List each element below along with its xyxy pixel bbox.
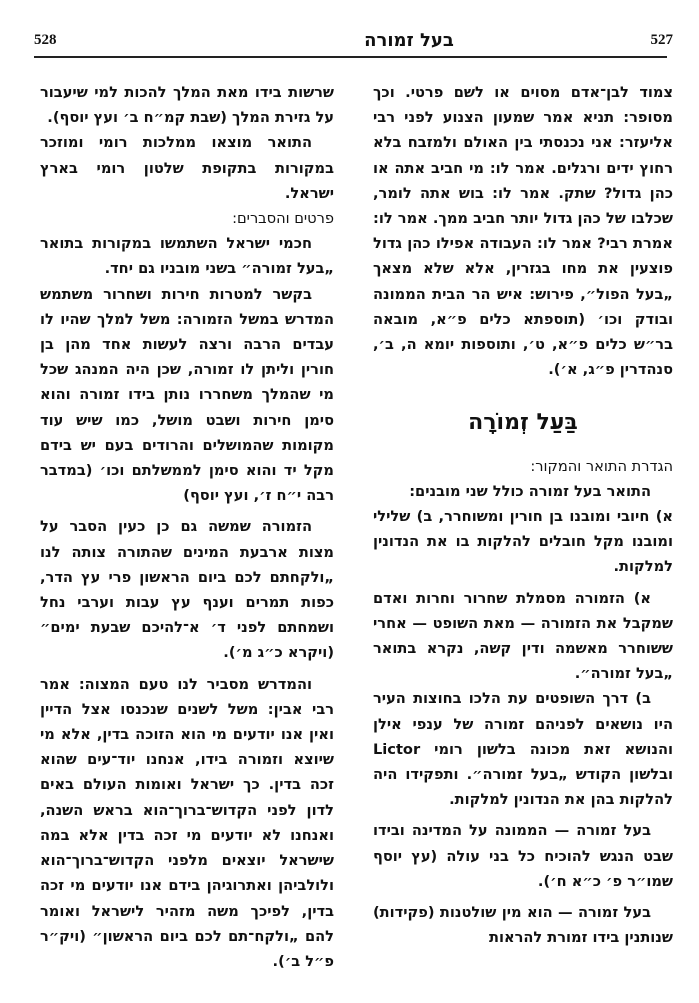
paragraph: בקשר למטרות חירות ושחרור משתמש המדרש במשל הזמורה: משל למלך שהיו לו עבדים הרבה ורצה לעשות אחד מהן בן חורין וליתן לו זמורה, שכן היה המנהג שכל מי שהמלך משחררו נותן בידו זמורה והוא סימן חירות ושבט מושל, כמו שיש עוד מקומות שהמושלים והרודים בעם יש בידם מקל יד והוא סימן לממשלתם וכו׳ (במדבר רבה י״ח ז׳, ועץ יוסף) bbox=[40, 285, 334, 505]
paragraph: חכמי ישראל השתמשו במקורות בתואר „בעל זמורה״ בשני מובניו גם יחד. bbox=[40, 235, 334, 278]
paragraph: ב) דרך השופטים עת הלכו בחוצות העיר היו נושאים לפניהם זמורה של ענפי אילן והנושא זאת מכונה בלשון רומי Lictor ובלשון הקודש „בעל זמורה״. ותפקידו היה להלקות בהן את הנדונין למלקות. bbox=[373, 690, 673, 809]
paragraph: א) הזמורה מסמלת שחרור וחרות ואדם שמקבל את הזמורה — מאת השופט — אחרי ששוחרר מאשמה ודין קשה, נקרא בתואר „בעל זמורה״. bbox=[373, 589, 673, 683]
left-page-number: 528 bbox=[34, 32, 57, 48]
left-column bbox=[40, 80, 334, 974]
paragraph: בעל זמורה — הוא מין שולטנות (פקידות) שנותנין בידו זמורת להראות bbox=[373, 904, 673, 947]
section-heading: בַּעַל זְמוֹרָה bbox=[468, 410, 578, 436]
subheading: הגדרת התואר והמקור: bbox=[530, 457, 673, 475]
running-title: בעל זמורה bbox=[364, 30, 454, 51]
paragraph: והמדרש מסביר לנו טעם המצוה: אמר רבי אבין: משל לשנים שנכנסו אצל הדיין ואין אנו יודעים מי הוא הזוכה בדין, אלא מי שיוצא וזמורה בידו, אנחנו יוד־עים שהוא זכה בדין. כך ישראל ואומות העולם באים לדון לפני הקדוש־ברוך־הוא בראש השנה, ואנחנו לא יודעים מי זכה בדין אלא במה שישראל יוצאים מלפני הקדוש־ברוך־הוא ולולביהן ואתרוגיהן בידם אנו יודעים מי זכה בדין, לפיכך משה מזהיר לישראל ואומר להם „ולקח־תם לכם ביום הראשון״ (ויק״ר פ״ל ב׳). bbox=[40, 675, 334, 970]
page-header bbox=[34, 30, 673, 58]
paragraph: התואר בעל זמורה כולל שני מובנים: bbox=[409, 482, 651, 500]
paragraph: שרשות בידו מאת המלך להכות למי שיעבור על גזירת המלך (שבת קמ״ח ב׳ ועץ יוסף). bbox=[40, 84, 334, 127]
right-page-number: 527 bbox=[650, 32, 673, 48]
paragraph: בעל זמורה — הממונה על המדינה ובידו שבט הנגש להוכיח כל בני עולה (עץ יוסף שמו״ר פ׳ כ״א ח׳). bbox=[373, 822, 673, 890]
paragraph: הזמורה שמשה גם כן כעין הסבר על מצות ארבעת המינים שהתורה צותה לנו „ולקחתם לכם ביום הראשון פרי עץ הדר, כפות תמרים וענף עץ עבות וערבי נחל ושמחתם לפני ד׳ א־להיכם שבעת ימים״ (ויקרא כ״ג מ׳). bbox=[40, 518, 334, 662]
header-rule bbox=[34, 56, 667, 58]
paragraph: התואר מוצאו ממלכות רומי ומוזכר במקורות בתקופת שלטון רומי בארץ ישראל. bbox=[40, 134, 334, 202]
paragraph: צמוד לבן־אדם מסוים או לשם פרטי. וכך מסופר: תניא אמר שמעון הצנוע לפני רבי אליעזר: אני נכנסתי בין האולם ולמזבח בלא רחוץ ידים ורגלים. אמר לו: מי חביב אתה או כהן גדול? שתק. אמר לו: בוש אתה לומר, שכלבו של כהן גדול יותר חביב ממך. אמר לו: אמרת רבי? אמר לו: העבודה אפילו כהן גדול פוצעין את מחו בגזרין, אלא שלא מצאך „בעל הפול״, פירוש: איש הר הבית הממונה ובודק וכו׳ (תוספתא כלים פ״א, מובאה בר״ש כלים פ״א, ט׳, ותוספות יומא ה, ב׳, סנהדרין פ״ג, א׳). bbox=[373, 84, 673, 379]
right-column bbox=[373, 80, 673, 951]
subheading: פרטים והסברים: bbox=[232, 210, 334, 228]
paragraph: א) חיובי ומובנו בן חורין ומשוחרר, ב) שלילי ומובנו מקל חובלים להלקות בו את הנדונין למלקות. bbox=[373, 508, 673, 576]
